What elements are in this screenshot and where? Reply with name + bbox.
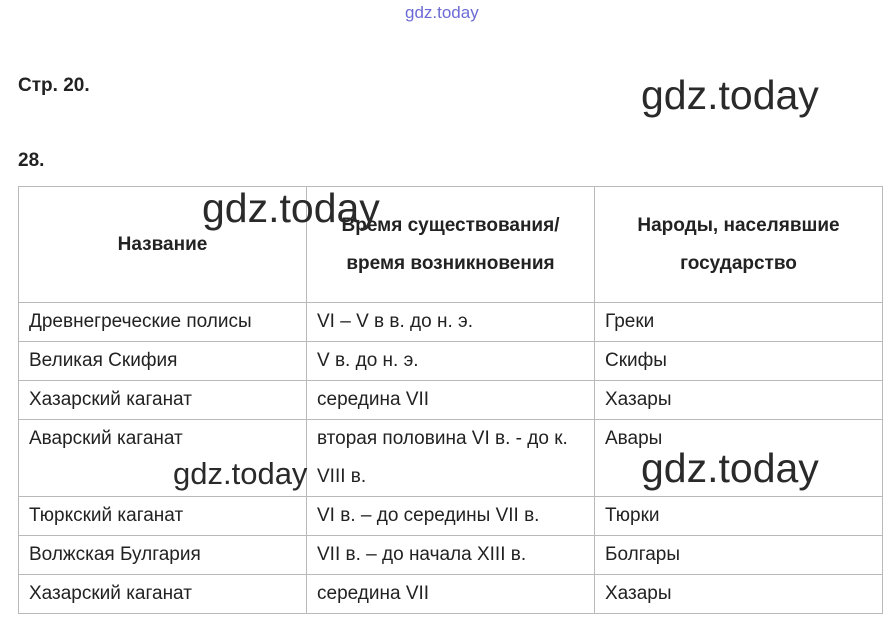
table-row [19, 497, 883, 536]
cell-name: Волжская Булгария [19, 536, 307, 575]
table-row [19, 381, 883, 420]
watermark-large-right: gdz.today [641, 72, 819, 118]
cell-name: Хазарский каганат [19, 381, 307, 420]
cell-peoples: Хазары [595, 575, 883, 614]
cell-time: середина VII [307, 381, 595, 420]
table-row [19, 575, 883, 614]
header-time: Время существования/время возникновения [307, 187, 595, 303]
cell-time: вторая половина VI в. - до к. VIII в. [307, 420, 595, 497]
cell-peoples: Тюрки [595, 497, 883, 536]
task-number: 28. [18, 150, 45, 171]
table-row [19, 303, 883, 342]
header-peoples: Народы, населявшие государство [595, 187, 883, 303]
watermark-table-top: gdz.today [202, 185, 380, 231]
cell-time: VII в. – до начала XIII в. [307, 536, 595, 575]
cell-peoples: Авары [595, 420, 883, 497]
cell-name: Хазарский каганат [19, 575, 307, 614]
cell-time: VI в. – до середины VII в. [307, 497, 595, 536]
cell-time: середина VII [307, 575, 595, 614]
page-reference: Стр. 20. [18, 75, 90, 96]
history-table [18, 186, 883, 614]
watermark-table-left: gdz.today [173, 456, 308, 491]
watermark-top: gdz.today [405, 3, 479, 22]
cell-time: V в. до н. э. [307, 342, 595, 381]
cell-peoples: Болгары [595, 536, 883, 575]
table-row [19, 536, 883, 575]
cell-name: Великая Скифия [19, 342, 307, 381]
cell-name: Древнегреческие полисы [19, 303, 307, 342]
cell-name: Тюркский каганат [19, 497, 307, 536]
watermark-table-right: gdz.today [641, 445, 819, 491]
cell-peoples: Хазары [595, 381, 883, 420]
cell-name: Аварский каганат [19, 420, 307, 497]
cell-time: VI – V в в. до н. э. [307, 303, 595, 342]
header-name: Название [19, 187, 307, 303]
cell-peoples: Скифы [595, 342, 883, 381]
table-row [19, 342, 883, 381]
cell-peoples: Греки [595, 303, 883, 342]
table-header-row [19, 187, 883, 303]
